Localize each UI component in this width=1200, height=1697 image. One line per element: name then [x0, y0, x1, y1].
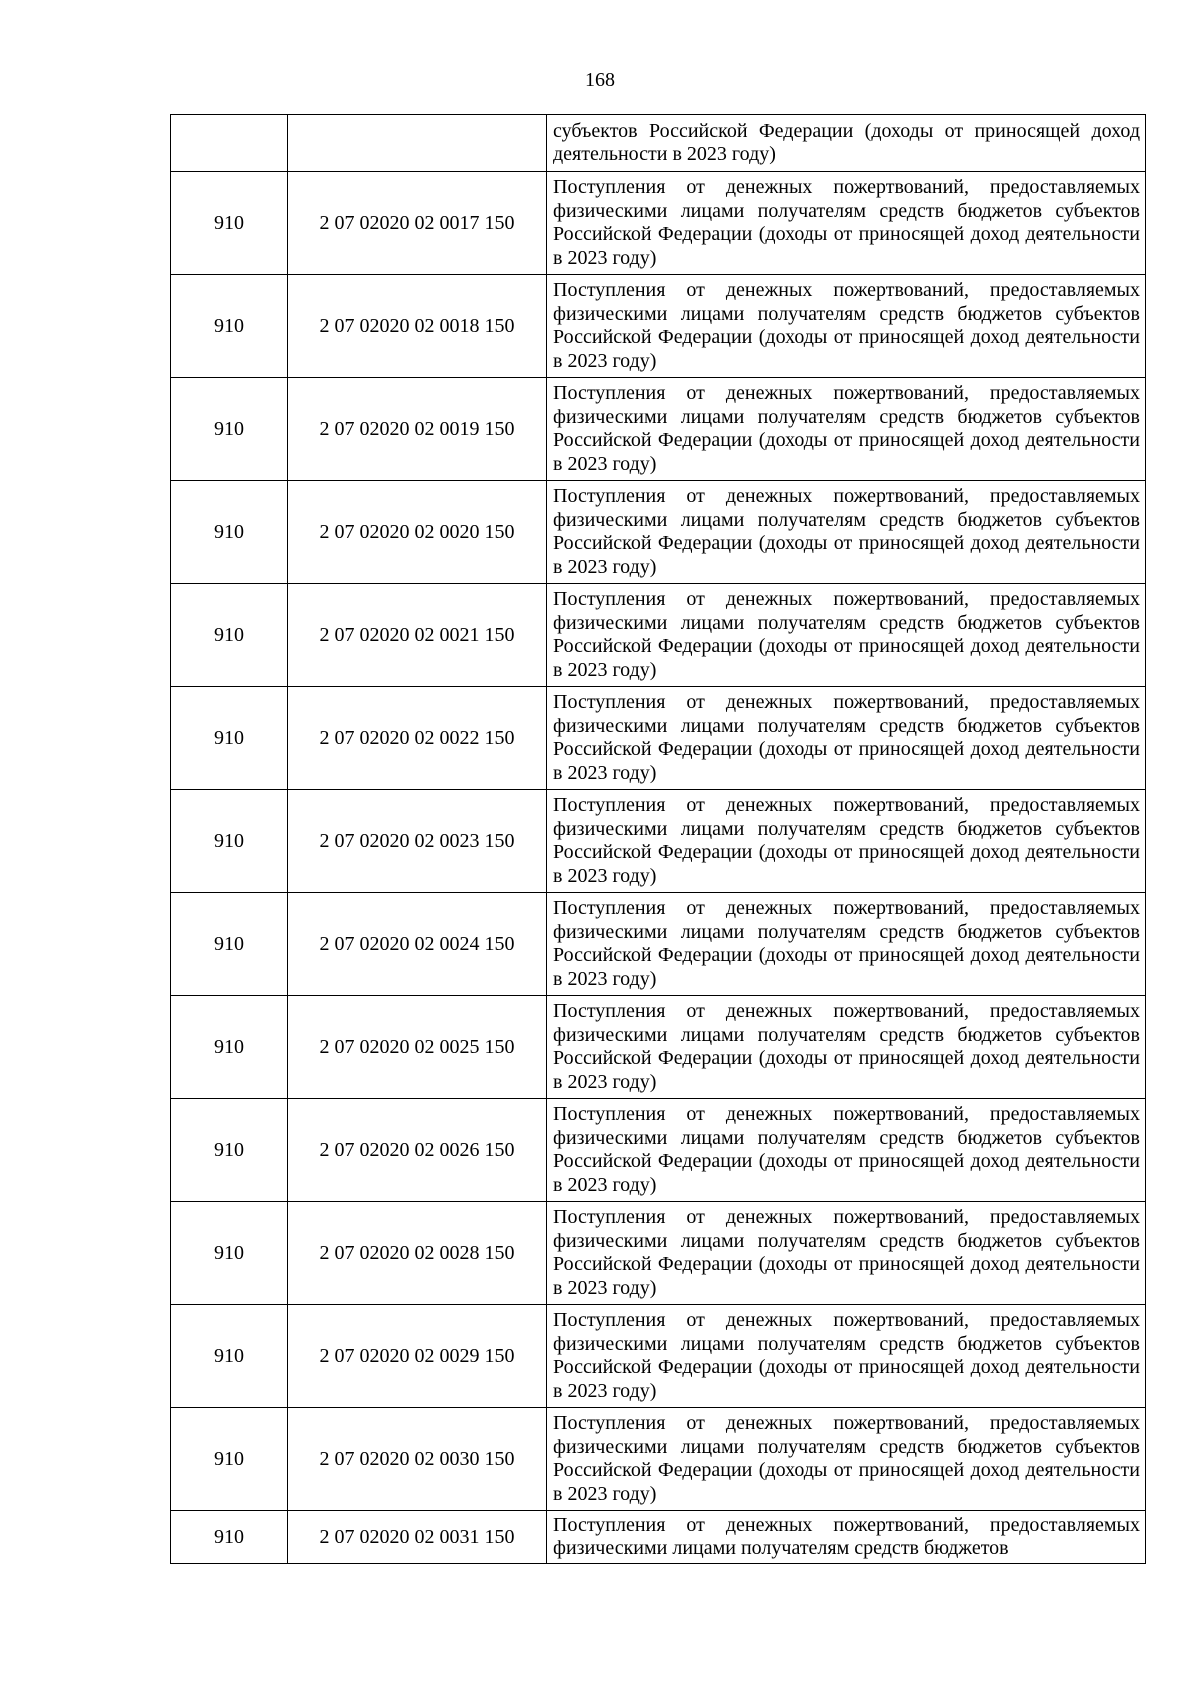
description-cell: Поступления от денежных пожертвований, предоставляемых физическими лицами получателям средств бюджетов субъектов Российской Федерации (доходы от приносящей доход деятельности в 2023 году) — [547, 1099, 1146, 1202]
description-cell: Поступления от денежных пожертвований, предоставляемых физическими лицами получателям средств бюджетов субъектов Российской Федерации (доходы от приносящей доход деятельности в 2023 году) — [547, 1305, 1146, 1408]
admin-code-cell — [171, 115, 288, 172]
description-text: Поступления от денежных пожертвований, предоставляемых физическими лицами получателям средств бюджетов — [553, 1513, 1140, 1559]
page-number: 168 — [585, 69, 615, 91]
admin-code-cell: 910 — [171, 378, 288, 481]
admin-code-cell: 910 — [171, 481, 288, 584]
admin-code-cell: 910 — [171, 275, 288, 378]
table-row — [171, 172, 1146, 275]
budget-code-cell — [288, 115, 547, 172]
admin-code-cell: 910 — [171, 1099, 288, 1202]
admin-code-cell: 910 — [171, 790, 288, 893]
budget-code-cell: 2 07 02020 02 0025 150 — [288, 996, 547, 1099]
description-cell: Поступления от денежных пожертвований, предоставляемых физическими лицами получателям средств бюджетов субъектов Российской Федерации (доходы от приносящей доход деятельности в 2023 году) — [547, 996, 1146, 1099]
admin-code-cell: 910 — [171, 687, 288, 790]
admin-code-cell: 910 — [171, 1511, 288, 1564]
table-row — [171, 378, 1146, 481]
admin-code-cell: 910 — [171, 1408, 288, 1511]
budget-classification-table — [170, 114, 1146, 1564]
budget-code-cell: 2 07 02020 02 0021 150 — [288, 584, 547, 687]
budget-code-cell: 2 07 02020 02 0017 150 — [288, 172, 547, 275]
description-cell: Поступления от денежных пожертвований, предоставляемых физическими лицами получателям средств бюджетов субъектов Российской Федерации (доходы от приносящей доход деятельности в 2023 году) — [547, 1202, 1146, 1305]
admin-code-cell: 910 — [171, 172, 288, 275]
budget-code-cell: 2 07 02020 02 0022 150 — [288, 687, 547, 790]
budget-code-cell: 2 07 02020 02 0024 150 — [288, 893, 547, 996]
description-cell: Поступления от денежных пожертвований, предоставляемых физическими лицами получателям средств бюджетов субъектов Российской Федерации (доходы от приносящей доход деятельности в 2023 году) — [547, 172, 1146, 275]
description-cell: Поступления от денежных пожертвований, предоставляемых физическими лицами получателям средств бюджетов субъектов Российской Федерации (доходы от приносящей доход деятельности в 2023 году) — [547, 790, 1146, 893]
admin-code-cell: 910 — [171, 893, 288, 996]
table-row — [171, 275, 1146, 378]
admin-code-cell: 910 — [171, 584, 288, 687]
table-row — [171, 687, 1146, 790]
budget-code-cell: 2 07 02020 02 0026 150 — [288, 1099, 547, 1202]
budget-code-cell: 2 07 02020 02 0023 150 — [288, 790, 547, 893]
table-row — [171, 1305, 1146, 1408]
table-row — [171, 1408, 1146, 1511]
table-body — [171, 115, 1146, 1564]
description-cell: Поступления от денежных пожертвований, предоставляемых физическими лицами получателям средств бюджетов субъектов Российской Федерации (доходы от приносящей доход деятельности в 2023 году) — [547, 275, 1146, 378]
budget-code-cell: 2 07 02020 02 0020 150 — [288, 481, 547, 584]
description-cell: Поступления от денежных пожертвований, предоставляемых физическими лицами получателям средств бюджетов субъектов Российской Федерации (доходы от приносящей доход деятельности в 2023 году) — [547, 584, 1146, 687]
budget-code-cell: 2 07 02020 02 0031 150 — [288, 1511, 547, 1564]
description-cell: субъектов Российской Федерации (доходы от приносящей доход деятельности в 2023 году) — [547, 115, 1146, 172]
description-cell — [547, 1511, 1146, 1564]
table-row-truncated — [171, 1511, 1146, 1564]
description-cell: Поступления от денежных пожертвований, предоставляемых физическими лицами получателям средств бюджетов субъектов Российской Федерации (доходы от приносящей доход деятельности в 2023 году) — [547, 481, 1146, 584]
table-row — [171, 481, 1146, 584]
budget-code-cell: 2 07 02020 02 0019 150 — [288, 378, 547, 481]
budget-code-cell: 2 07 02020 02 0018 150 — [288, 275, 547, 378]
table-row — [171, 1202, 1146, 1305]
admin-code-cell: 910 — [171, 1305, 288, 1408]
description-cell: Поступления от денежных пожертвований, предоставляемых физическими лицами получателям средств бюджетов субъектов Российской Федерации (доходы от приносящей доход деятельности в 2023 году) — [547, 378, 1146, 481]
table-row — [171, 790, 1146, 893]
budget-code-cell: 2 07 02020 02 0030 150 — [288, 1408, 547, 1511]
table-row-continued — [171, 115, 1146, 172]
admin-code-cell: 910 — [171, 996, 288, 1099]
table-row — [171, 893, 1146, 996]
description-cell: Поступления от денежных пожертвований, предоставляемых физическими лицами получателям средств бюджетов субъектов Российской Федерации (доходы от приносящей доход деятельности в 2023 году) — [547, 893, 1146, 996]
description-cell: Поступления от денежных пожертвований, предоставляемых физическими лицами получателям средств бюджетов субъектов Российской Федерации (доходы от приносящей доход деятельности в 2023 году) — [547, 687, 1146, 790]
table-row — [171, 996, 1146, 1099]
table-row — [171, 584, 1146, 687]
budget-code-cell: 2 07 02020 02 0028 150 — [288, 1202, 547, 1305]
admin-code-cell: 910 — [171, 1202, 288, 1305]
description-cell: Поступления от денежных пожертвований, предоставляемых физическими лицами получателям средств бюджетов субъектов Российской Федерации (доходы от приносящей доход деятельности в 2023 году) — [547, 1408, 1146, 1511]
table-row — [171, 1099, 1146, 1202]
budget-code-cell: 2 07 02020 02 0029 150 — [288, 1305, 547, 1408]
